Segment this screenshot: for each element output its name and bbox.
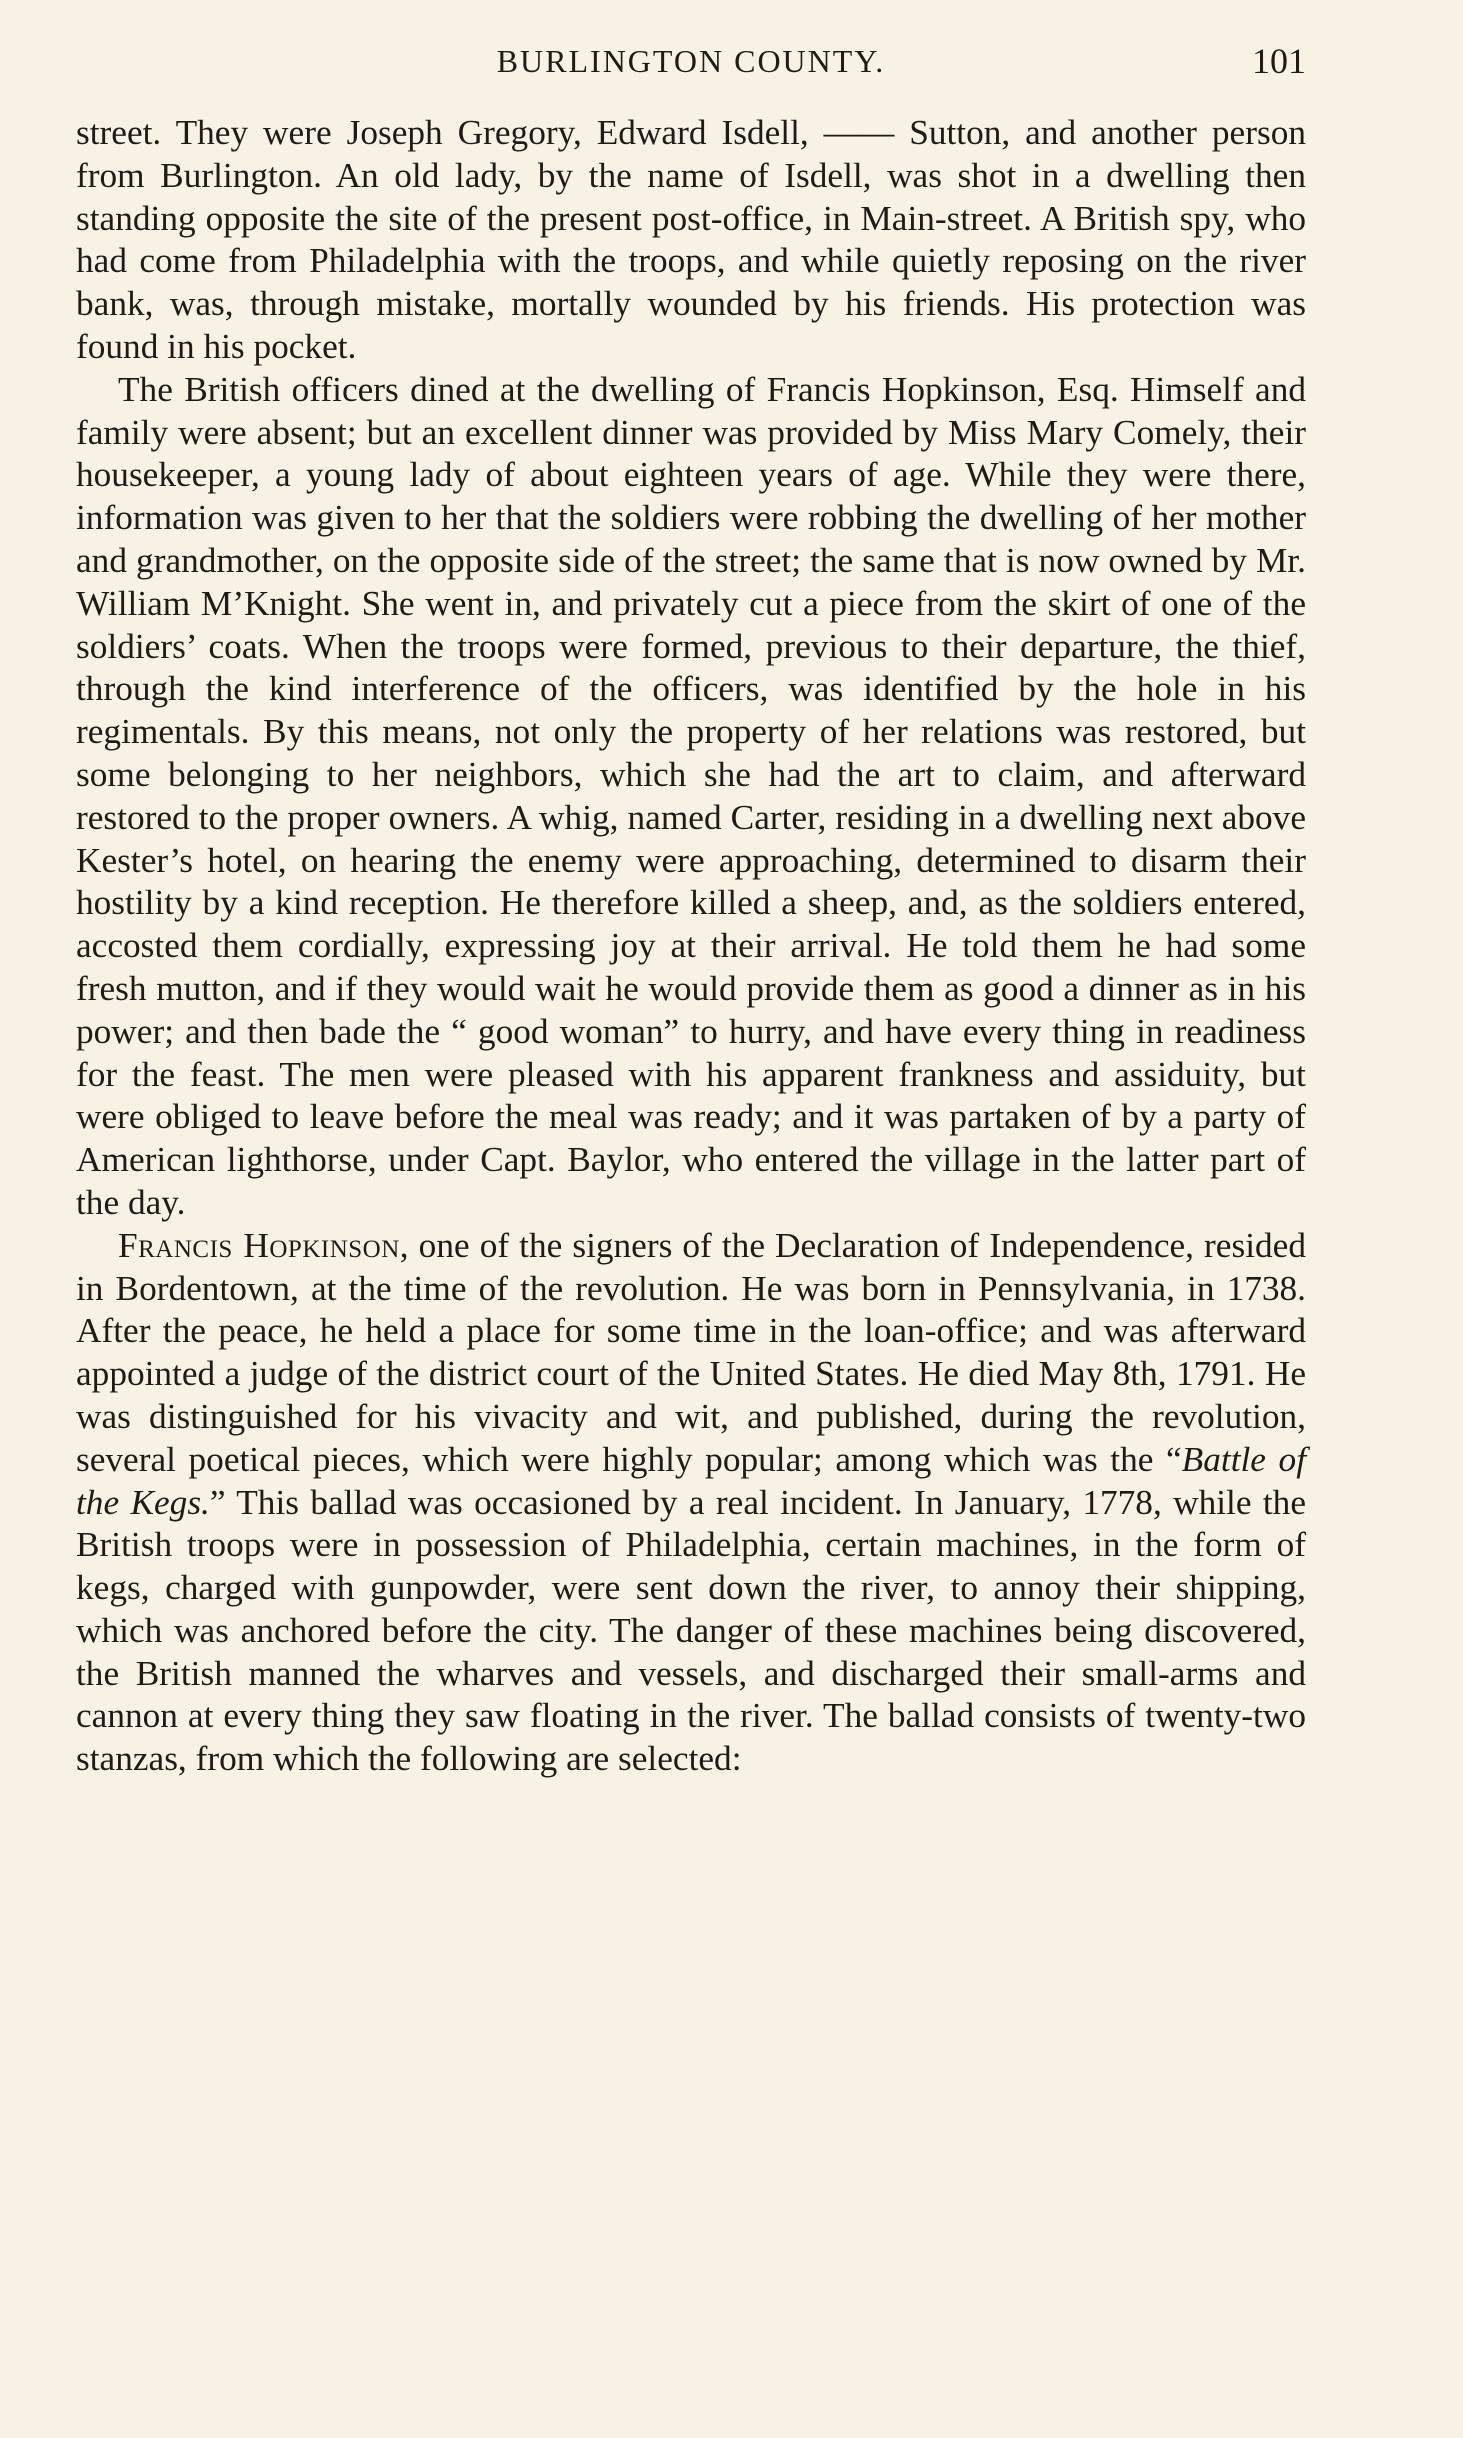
paragraph-3-text-b: ” This ballad was occasioned by a real incident. In January, 1778, while the British troops were in possession of Philadelphia, certain machines, in the form of kegs, charged with gunpowder, were sent down the river, to annoy their shipping, which was anchored before the city. The danger of these machines being discovered, the British manned the wharves and vessels, and discharged their small-arms and cannon at every thing they saw floating in the river. The ballad consists of twenty-two stanzas, from which the following are selected:	[76, 1482, 1306, 1779]
page-number: 101	[1252, 41, 1306, 81]
paragraph-3	[76, 1225, 1306, 1781]
ballad-title: Battle of the Kegs.	[76, 1439, 1306, 1522]
person-name: Francis Hopkinson	[118, 1225, 400, 1265]
running-title: BURLINGTON COUNTY.	[496, 43, 886, 79]
paragraph-2: The British officers dined at the dwelling of Francis Hopkinson, Esq. Himself and family were absent; but an excellent dinner was provided by Miss Mary Comely, their housekeeper, a young lady of about eighteen years of age. While they were there, information was given to her that the soldiers were robbing the dwelling of her mother and grandmother, on the opposite side of the street; the same that is now owned by Mr. William M’Knight. She went in, and privately cut a piece from the skirt of one of the soldiers’ coats. When the troops were formed, previous to their departure, the thief, through the kind interference of the officers, was identified by the hole in his regimentals. By this means, not only the property of her relations was restored, but some belonging to her neighbors, which she had the art to claim, and afterward restored to the proper owners. A whig, named Carter, residing in a dwelling next above Kester’s hotel, on hearing the enemy were approaching, determined to disarm their hostility by a kind reception. He therefore killed a sheep, and, as the soldiers entered, accosted them cordially, expressing joy at their arrival. He told them he had some fresh mutton, and if they would wait he would provide them as good a dinner as in his power; and then bade the “ good woman” to hurry, and have every thing in readiness for the feast. The men were pleased with his apparent frankness and assiduity, but were obliged to leave before the meal was ready; and it was partaken of by a party of American lighthorse, under Capt. Baylor, who entered the village in the latter part of the day.	[76, 369, 1306, 1222]
body-text	[76, 112, 1306, 1781]
running-head	[76, 38, 1306, 84]
paragraph-1: street. They were Joseph Gregory, Edward Isdell, —— Sutton, and another person from Burlington. An old lady, by the name of Isdell, was shot in a dwelling then standing opposite the site of the present post-office, in Main-street. A British spy, who had come from Philadelphia with the troops, and while quietly reposing on the river bank, was, through mistake, mortally wounded by his friends. His protection was found in his pocket.	[76, 113, 1306, 366]
paragraph-3-text-a: , one of the signers of the Declaration of Independence, resided in Bordentown, at the time of the revolution. He was born in Pennsylvania, in 1738. After the peace, he held a place for some time in the loan-office; and was afterward appointed a judge of the district court of the United States. He died May 8th, 1791. He was distinguished for his vivacity and wit, and published, during the revolution, several poetical pieces, which were highly popular; among which was the “	[76, 1225, 1306, 1479]
